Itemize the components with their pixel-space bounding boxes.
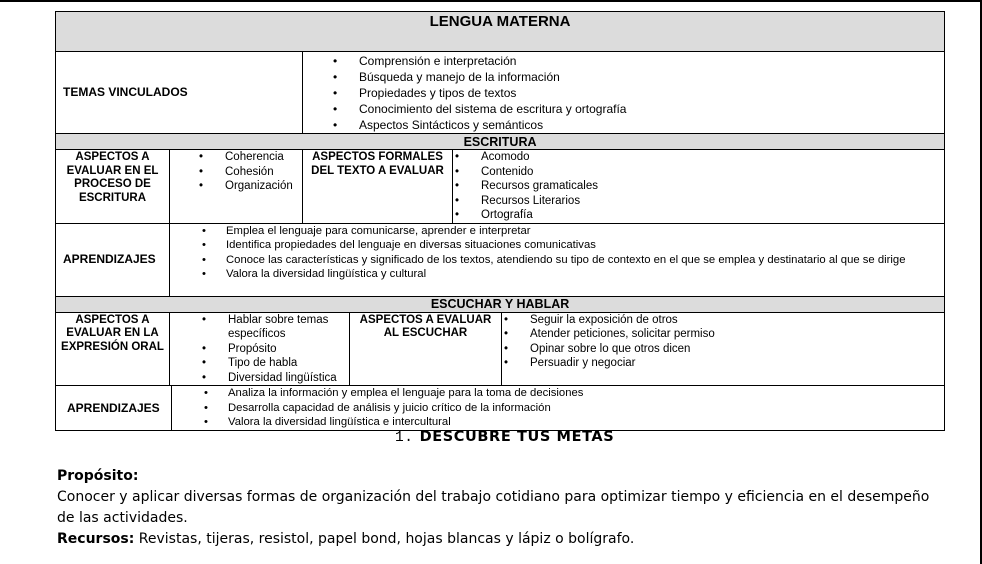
list-item: • Conoce las características y significado de los textos, atendiendo su tipo de contexto en el que se emplea y destinatario al que se dirige <box>226 253 924 268</box>
list-item: • Coherencia <box>225 150 302 165</box>
section-number: 1. <box>395 430 414 446</box>
expresion-oral-label: ASPECTOS A EVALUAR EN LA EXPRESIÓN ORAL <box>56 312 170 386</box>
proceso-cell <box>170 150 303 224</box>
proposito-label: Propósito: <box>57 468 139 484</box>
section-heading <box>395 429 614 446</box>
oral-cell <box>170 312 350 386</box>
list-item: • Valora la diversidad lingüística e intercultural <box>228 415 944 430</box>
list-item: • Emplea el lenguaje para comunicarse, aprender e interpretar <box>226 224 924 239</box>
escuchar-list <box>502 313 944 371</box>
list-item: • Valora la diversidad lingüística y cultural <box>226 267 924 282</box>
list-item: • Ortografía <box>481 208 944 223</box>
table-title: LENGUA MATERNA <box>56 12 945 52</box>
escritura-heading: ESCRITURA <box>56 134 945 150</box>
aspectos-formales-label: ASPECTOS FORMALES DEL TEXTO A EVALUAR <box>303 150 453 224</box>
list-item: • Diversidad lingüística <box>228 371 349 386</box>
list-item: • Analiza la información y emplea el lenguaje para la toma de decisiones <box>228 386 944 401</box>
proceso-escritura-label: ASPECTOS A EVALUAR EN EL PROCESO DE ESCRITURA <box>56 150 170 224</box>
proceso-list <box>170 150 302 194</box>
proposito-text: Conocer y aplicar diversas formas de organización del trabajo cotidiano para optimizar tiempo y eficiencia en el desempeño de las actividades. <box>57 489 930 526</box>
aspectos-escuchar-label: ASPECTOS A EVALUAR AL ESCUCHAR <box>350 312 502 386</box>
section-title: DESCUBRE TUS METAS <box>419 429 615 445</box>
oral-list <box>170 313 349 386</box>
temas-list <box>303 53 944 133</box>
list-item: • Búsqueda y manejo de la información <box>359 69 944 85</box>
aprendizajes-escuchar-label: APRENDIZAJES <box>56 386 172 431</box>
list-item: • Organización <box>225 179 302 194</box>
list-item: • Hablar sobre temas específicos <box>228 313 349 342</box>
temas-cell <box>303 52 945 134</box>
list-item: • Opinar sobre lo que otros dicen <box>530 342 944 357</box>
list-item: • Aspectos Sintácticos y semánticos <box>359 117 944 133</box>
list-item: • Persuadir y negociar <box>530 356 944 371</box>
list-item: • Propiedades y tipos de textos <box>359 85 944 101</box>
recursos-label: Recursos: <box>57 531 135 547</box>
list-item: • Recursos Literarios <box>481 194 944 209</box>
list-item: • Contenido <box>481 165 944 180</box>
list-item: • Recursos gramaticales <box>481 179 944 194</box>
list-item: • Cohesión <box>225 165 302 180</box>
list-item: • Conocimiento del sistema de escritura y ortografía <box>359 101 944 117</box>
proposito-block <box>57 466 937 529</box>
recursos-text: Revistas, tijeras, resistol, papel bond, hojas blancas y lápiz o bolígrafo. <box>138 531 635 547</box>
list-item: • Propósito <box>228 342 349 357</box>
formales-list <box>453 150 944 223</box>
aprendizajes-escuchar-cell <box>172 386 945 431</box>
list-item: • Atender peticiones, solicitar permiso <box>530 327 944 342</box>
recursos-block <box>57 529 937 550</box>
list-item: • Tipo de habla <box>228 356 349 371</box>
escuchar-hablar-heading: ESCUCHAR Y HABLAR <box>56 296 945 312</box>
aprendizajes-escritura-label: APRENDIZAJES <box>56 223 170 296</box>
list-item: • Seguir la exposición de otros <box>530 313 944 328</box>
aprendizajes-escuchar-list <box>172 386 944 430</box>
formales-cell <box>453 150 945 224</box>
aprendizajes-escritura-list <box>170 224 944 282</box>
escuchar-cell <box>502 312 945 386</box>
list-item: • Acomodo <box>481 150 944 165</box>
list-item: • Desarrolla capacidad de análisis y juicio crítico de la información <box>228 401 944 416</box>
lengua-materna-table <box>55 11 945 431</box>
list-item: • Identifica propiedades del lenguaje en diversas situaciones comunicativas <box>226 238 924 253</box>
temas-label: TEMAS VINCULADOS <box>56 52 303 134</box>
list-item: • Comprensión e interpretación <box>359 53 944 69</box>
aprendizajes-escritura-cell <box>170 223 945 296</box>
